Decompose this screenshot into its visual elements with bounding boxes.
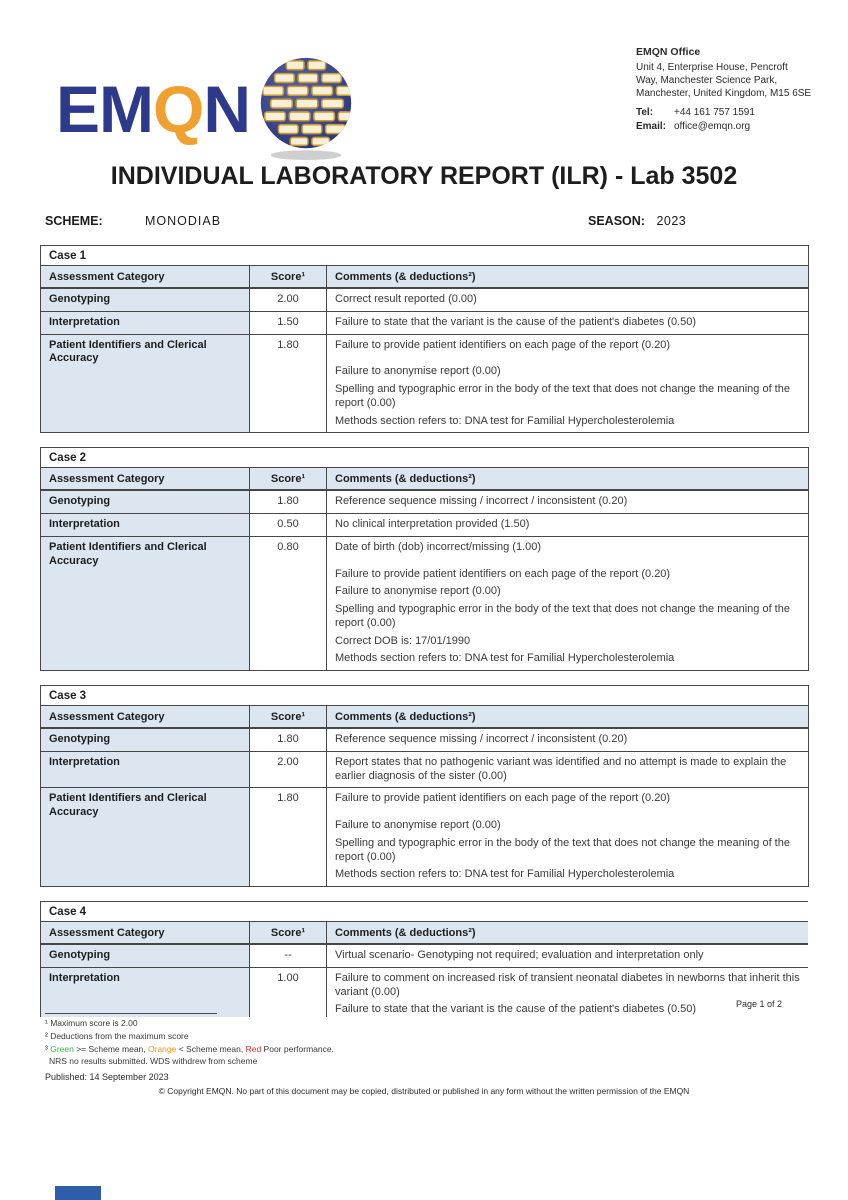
column-header-comments: Comments (& deductions²) xyxy=(327,706,809,729)
comment-line: Correct DOB is: 17/01/1990 xyxy=(335,634,471,647)
comments-cell xyxy=(327,751,809,788)
case-table xyxy=(40,685,809,887)
case-title: Case 4 xyxy=(41,902,809,922)
case-table xyxy=(40,901,808,1017)
assessment-row xyxy=(41,536,809,670)
footnote-separator xyxy=(45,1013,217,1014)
assessment-category-cell: Interpretation xyxy=(41,967,250,1017)
column-header-category: Assessment Category xyxy=(41,266,250,289)
comment-line: Virtual scenario- Genotyping not required; evaluation and interpretation only xyxy=(335,949,704,961)
comments-cell xyxy=(327,944,809,967)
comment-line: Reference sequence missing / incorrect / inconsistent (0.20) xyxy=(335,495,628,508)
comment-line: Date of birth (dob) incorrect/missing (1.00) xyxy=(335,540,542,553)
assessment-category-cell: Interpretation xyxy=(41,311,250,334)
comment-line: No clinical interpretation provided (1.50) xyxy=(335,518,530,530)
score-cell: 2.00 xyxy=(250,751,327,788)
comment-line: Correct result reported (0.00) xyxy=(335,293,477,305)
footnote-color-key: ³ Green >= Scheme mean, Orange < Scheme mean, Red Poor performance. xyxy=(45,1043,334,1054)
case-section xyxy=(40,245,808,433)
score-cell: 1.80 xyxy=(250,490,327,513)
score-cell: 2.00 xyxy=(250,288,327,311)
assessment-category-cell: Patient Identifiers and Clerical Accuracy xyxy=(41,788,250,887)
comment-line: Spelling and typographic error in the body of the text that does not change the meaning of the report (0.00) xyxy=(335,603,790,629)
office-title: EMQN Office xyxy=(636,46,701,58)
assessment-row xyxy=(41,334,809,433)
case-section xyxy=(40,685,808,887)
column-header-comments: Comments (& deductions²) xyxy=(327,922,809,945)
tel-value: +44 161 757 1591 xyxy=(674,107,755,119)
column-header-score: Score¹ xyxy=(250,266,327,289)
comment-line: Reference sequence missing / incorrect / inconsistent (0.20) xyxy=(335,733,628,745)
column-header-category: Assessment Category xyxy=(41,706,250,729)
scheme-season-row xyxy=(45,214,805,228)
office-address-block xyxy=(636,46,812,133)
comment-spacer xyxy=(335,559,800,568)
logo-letter-n: N xyxy=(203,71,251,146)
column-header-comments: Comments (& deductions²) xyxy=(327,468,809,491)
emqn-logo-text xyxy=(56,59,250,159)
score-cell: 0.50 xyxy=(250,514,327,537)
case-title: Case 3 xyxy=(41,686,809,706)
column-header-category: Assessment Category xyxy=(41,468,250,491)
assessment-category-cell: Patient Identifiers and Clerical Accuracy xyxy=(41,334,250,433)
orange-key: Orange xyxy=(148,1043,177,1054)
comment-line: Report states that no pathogenic variant was identified and no attempt is made to explain the earlier diagnosis of the sister (0.00) xyxy=(335,755,787,782)
emqn-logo xyxy=(56,50,356,167)
comments-cell xyxy=(327,311,809,334)
assessment-category-cell: Genotyping xyxy=(41,728,250,751)
column-header-comments: Comments (& deductions²) xyxy=(327,266,809,289)
case-section xyxy=(40,447,808,671)
assessment-row xyxy=(41,490,809,513)
comments-cell xyxy=(327,967,809,1017)
comments-cell xyxy=(327,288,809,311)
assessment-category-cell: Genotyping xyxy=(41,288,250,311)
next-page-edge xyxy=(55,1186,101,1200)
comments-cell xyxy=(327,490,809,513)
assessment-row xyxy=(41,751,809,788)
comment-line: Spelling and typographic error in the body of the text that does not change the meaning of the report (0.00) xyxy=(335,383,790,409)
season-label: SEASON: xyxy=(588,214,645,228)
assessment-row xyxy=(41,728,809,751)
copyright-line: © Copyright EMQN. No part of this document may be copied, distributed or published in any form without the written permission of the EMQN xyxy=(158,1086,690,1096)
assessment-row xyxy=(41,788,809,887)
assessment-category-cell: Interpretation xyxy=(41,514,250,537)
assessment-category-cell: Genotyping xyxy=(41,490,250,513)
green-key: Green xyxy=(50,1043,74,1054)
assessment-category-cell: Genotyping xyxy=(41,944,250,967)
page-number: Page 1 of 2 xyxy=(735,999,782,1009)
footnote-nrs-wds: NRS no results submitted. WDS withdrew from scheme xyxy=(49,1056,258,1067)
score-cell: 1.80 xyxy=(250,334,327,433)
comment-line: Failure to anonymise report (0.00) xyxy=(335,819,501,831)
comments-cell xyxy=(327,788,809,887)
score-cell: -- xyxy=(250,944,327,967)
scheme-value: MONODIAB xyxy=(145,214,222,228)
assessment-category-cell: Interpretation xyxy=(41,751,250,788)
globe-icon xyxy=(256,54,356,167)
score-cell: 1.00 xyxy=(250,967,327,1017)
assessment-category-cell: Patient Identifiers and Clerical Accuracy xyxy=(41,536,250,670)
column-header-score: Score¹ xyxy=(250,706,327,729)
tel-label: Tel: xyxy=(636,107,654,119)
published-date: Published: 14 September 2023 xyxy=(45,1072,169,1082)
logo-letters-em: EM xyxy=(56,71,153,146)
logo-letter-q: Q xyxy=(153,71,204,146)
column-header-category: Assessment Category xyxy=(41,922,250,945)
case-table xyxy=(40,447,809,671)
comment-line: Failure to provide patient identifiers on each page of the report (0.20) xyxy=(335,338,671,351)
comment-line: Failure to anonymise report (0.00) xyxy=(335,585,501,598)
comment-line: Spelling and typographic error in the body of the text that does not change the meaning of the report (0.00) xyxy=(335,836,790,863)
assessment-row xyxy=(41,311,809,334)
score-cell: 1.80 xyxy=(250,788,327,887)
case-table xyxy=(40,245,809,433)
column-header-score: Score¹ xyxy=(250,922,327,945)
case-section xyxy=(40,901,808,1017)
footnotes xyxy=(45,1017,334,1068)
email-value: office@emqn.org xyxy=(674,120,751,132)
comment-line: Methods section refers to: DNA test for Familial Hypercholesterolemia xyxy=(335,414,675,427)
comment-line: Failure to provide patient identifiers on each page of the report (0.20) xyxy=(335,792,671,805)
season-group xyxy=(588,214,686,228)
assessment-row xyxy=(41,967,809,1017)
red-key: Red xyxy=(245,1043,262,1054)
scheme-label: SCHEME: xyxy=(45,214,103,228)
comments-cell xyxy=(327,334,809,433)
score-cell: 0.80 xyxy=(250,536,327,670)
comment-line: Failure to comment on increased risk of transient neonatal diabetes in newborns that inherit this variant (0.00) xyxy=(335,971,800,998)
score-cell: 1.50 xyxy=(250,311,327,334)
comment-spacer xyxy=(335,810,800,819)
footnote-max-score: ¹ Maximum score is 2.00 xyxy=(45,1018,138,1028)
comment-spacer xyxy=(335,356,800,365)
comment-line: Methods section refers to: DNA test for Familial Hypercholesterolemia xyxy=(335,868,675,881)
case-title: Case 1 xyxy=(41,246,809,266)
case-title: Case 2 xyxy=(41,448,809,468)
comments-cell xyxy=(327,536,809,670)
comment-line: Failure to provide patient identifiers on each page of the report (0.20) xyxy=(335,567,671,580)
page-title: INDIVIDUAL LABORATORY REPORT (ILR) - Lab 3502 xyxy=(110,162,738,190)
comments-cell xyxy=(327,514,809,537)
comment-line: Failure to state that the variant is the cause of the patient's diabetes (0.50) xyxy=(335,315,697,328)
cases-container xyxy=(40,245,808,1017)
score-cell: 1.80 xyxy=(250,728,327,751)
email-label: Email: xyxy=(636,120,667,132)
footnote-deductions: ² Deductions from the maximum score xyxy=(45,1030,189,1041)
column-header-score: Score¹ xyxy=(250,468,327,491)
office-address: Unit 4, Enterprise House, Pencroft Way, Manchester Science Park, Manchester, United Kingdom, M15 6SE xyxy=(636,61,812,100)
season-value: 2023 xyxy=(656,214,687,228)
comment-line: Methods section refers to: DNA test for Familial Hypercholesterolemia xyxy=(335,652,675,665)
comments-cell xyxy=(327,728,809,751)
comment-line: Failure to state that the variant is the cause of the patient's diabetes (0.50) xyxy=(335,1003,697,1016)
assessment-row xyxy=(41,514,809,537)
assessment-row xyxy=(41,288,809,311)
comment-line: Failure to anonymise report (0.00) xyxy=(335,365,501,378)
assessment-row xyxy=(41,944,809,967)
office-contact xyxy=(636,106,812,132)
